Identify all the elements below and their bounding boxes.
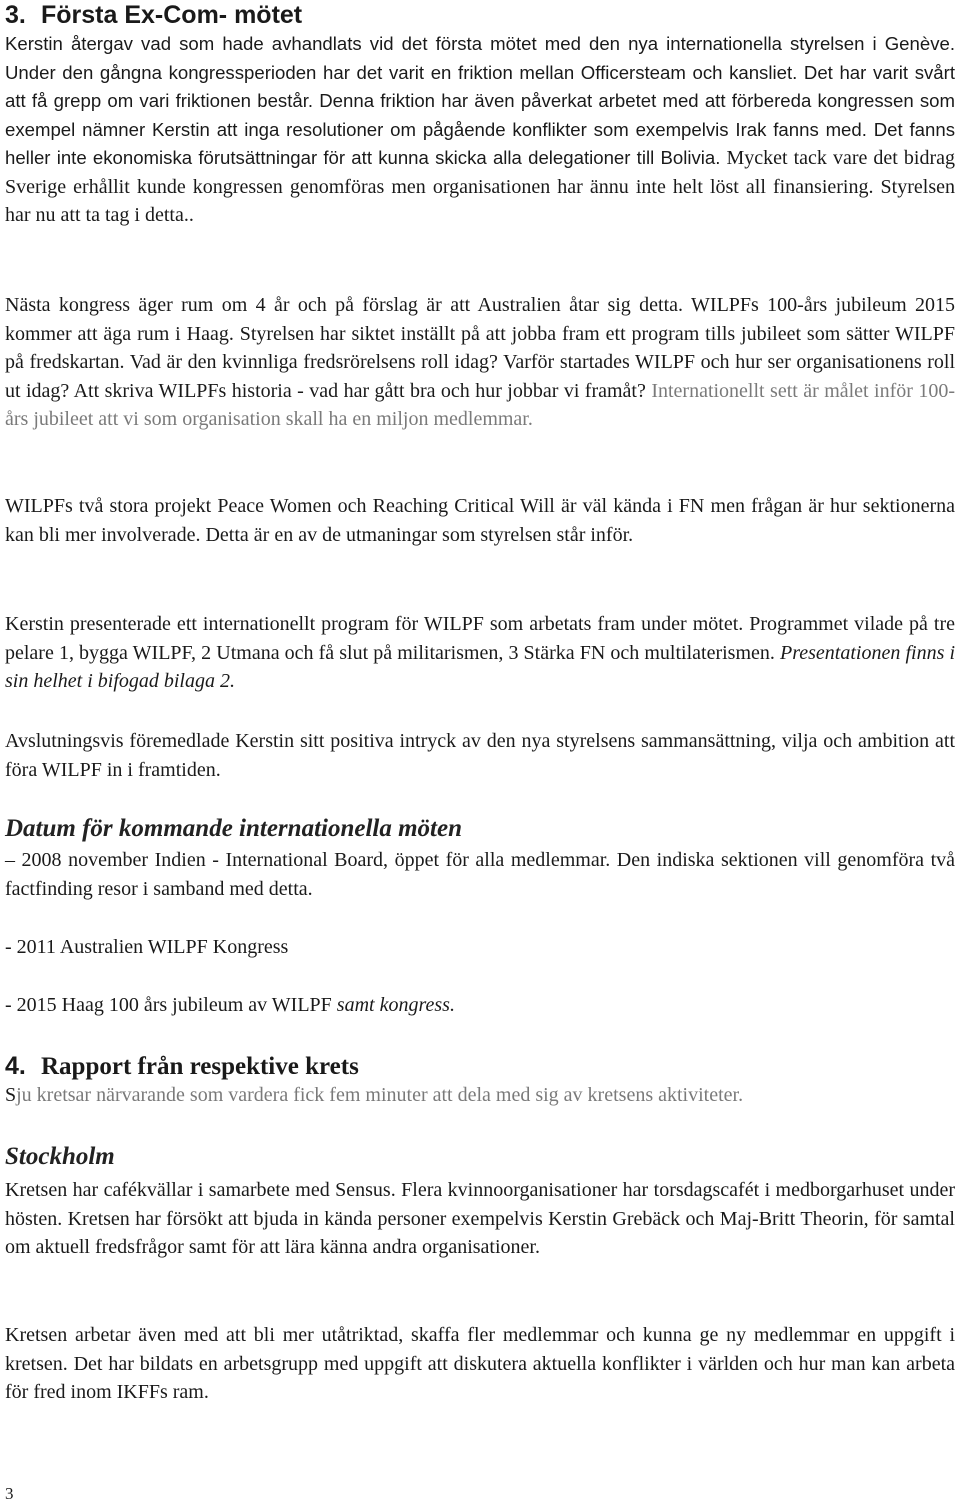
- section-4-heading: [5, 1051, 359, 1082]
- intro-initial: S: [5, 1084, 17, 1106]
- meeting-item-2008: – 2008 november Indien - International Board, öppet för alla medlemmar. Den indiska sektionen vill genomföra två factfinding resor i samband med detta.: [5, 849, 955, 900]
- section-number: 3.: [5, 1, 26, 29]
- section-title: Rapport från respektive krets: [41, 1053, 359, 1080]
- page-number: 3: [5, 1484, 14, 1503]
- program-attachment-note: Presentationen finns i sin helhet i bifogad bilaga 2.: [5, 641, 956, 692]
- meeting-item-2015: [5, 991, 955, 1020]
- congress-text-gray: Internationellt sett är målet inför 100-års jubileet att vi som organisation skall ha en miljon medlemmar.: [5, 379, 956, 430]
- meeting-item-2011: - 2011 Australien WILPF Kongress: [5, 936, 289, 958]
- congress-text: Nästa kongress äger rum om 4 år och på förslag är att Australien åtar sig detta. WILPFs 100-års jubileum 2015 kommer att äga rum i Haag. Styrelsen har siktet inställt på att jobba fram ett program tills jubileet som sätter WILPF på fredskartan. Vad är den kvinnliga fredsrörelsens roll idag? Varför startades WILPF och hur ser organisationens roll ut idag? Att skriva WILPFs historia - vad har gått bra och hur jobbar vi framåt?: [5, 294, 955, 402]
- program-text: Kerstin presenterade ett internationellt program för WILPF som arbetats fram under mötet. Programmet vilade på tre pelare 1, bygga WILPF, 2 Utmana och få slut på militarismen, 3 Stärka FN och multilaterismen.: [5, 613, 955, 664]
- stockholm-heading: Stockholm: [5, 1143, 115, 1170]
- section-3-heading: [5, 0, 302, 30]
- program-paragraph: [5, 610, 955, 696]
- section-title: Första Ex-Com- mötet: [41, 1, 303, 29]
- section-4-intro: [5, 1081, 955, 1110]
- intro-text: ju kretsar närvarande som vardera fick fem minuter att dela med sig av kretsens aktiviteter.: [16, 1084, 744, 1106]
- projects-paragraph: WILPFs två stora projekt Peace Women och Reaching Critical Will är väl kända i FN men frågan är hur sektionerna kan bli mer involverade. Detta är en av de utmaningar som styrelsen står inför.: [5, 495, 955, 546]
- meeting-item-2015-text: - 2015 Haag 100 års jubileum av WILPF: [5, 994, 337, 1016]
- meetings-heading: Datum för kommande internationella möten: [5, 815, 462, 842]
- stockholm-paragraph-2: Kretsen arbetar även med att bli mer utåtriktad, skaffa fler medlemmar och kunna ge ny medlemmar en uppgift i kretsen. Det har bildats en arbetsgrupp med uppgift att diskutera aktuella konflikter i världen och hur man kan arbeta för fred inom IKFFs ram.: [5, 1324, 955, 1403]
- closing-paragraph: Avslutningsvis föremedlade Kerstin sitt positiva intryck av den nya styrelsens sammansättning, vilja och ambition att föra WILPF in i framtiden.: [5, 730, 955, 781]
- meeting-item-2015-italic: samt kongress.: [336, 994, 455, 1016]
- congress-paragraph: [5, 291, 955, 434]
- stockholm-paragraph-1: Kretsen har cafékvällar i samarbete med Sensus. Flera kvinnoorganisationer har torsdagscafét i medborgarhuset under hösten. Kretsen har försökt att bjuda in kända personer exempelvis Kerstin Grebäck och Maj-Britt Theorin, för samtal om aktuell fredsfrågor samt för att lära känna andra organisationer.: [5, 1179, 955, 1258]
- ex-com-text-sans: Kerstin återgav vad som hade avhandlats vid det första mötet med den nya internationella styrelsen i Genève. Under den gångna kongressperioden har det varit en friktion mellan Officersteam och kansliet. Det har varit svårt att få grepp om vari friktionen består. Denna friktion har även påverkat arbetet med att förbereda kongressen som exempel nämner Kerstin att inga resolutioner om pågående konflikter som exempelvis Irak fanns med. Det fanns heller inte ekonomiska förutsättningar för att kunna skicka alla delegationer till Bolivia.: [5, 33, 955, 168]
- ex-com-text-serif: Mycket tack vare det bidrag Sverige erhållit kunde kongressen genomföras men organisationen har ännu inte helt löst all finansiering. Styrelsen har nu att ta tag i detta..: [5, 147, 955, 226]
- section-number: 4.: [5, 1052, 26, 1080]
- ex-com-paragraph: [5, 30, 955, 230]
